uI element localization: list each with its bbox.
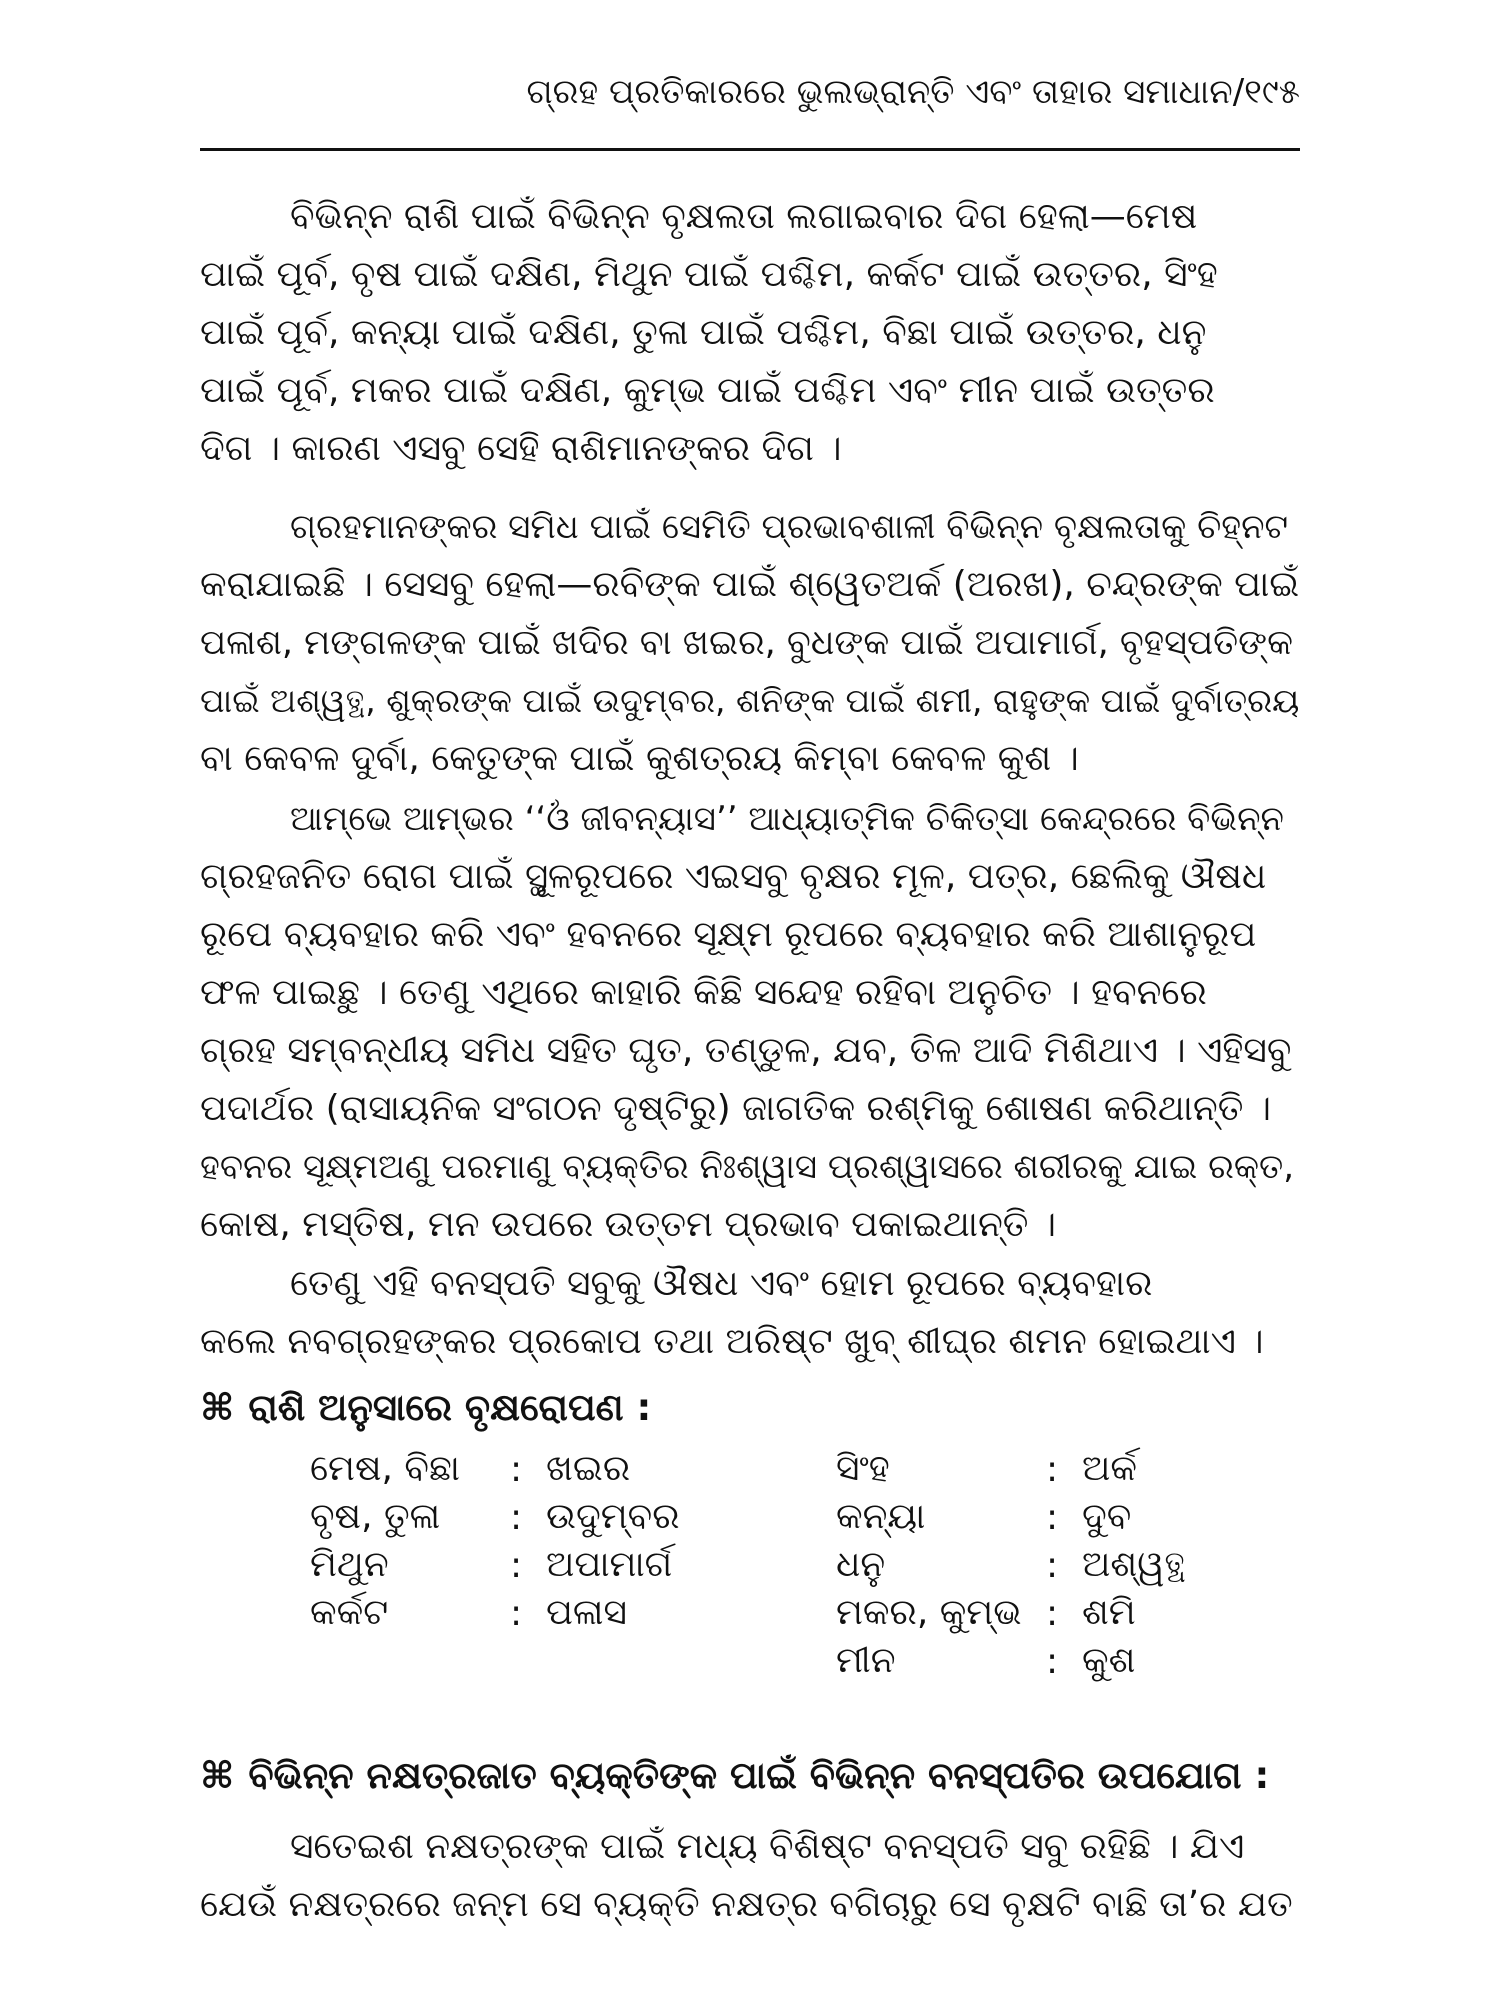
tree-name: ଉଦୁମ୍ବର	[546, 1496, 680, 1537]
rashi-name: ମକର, କୁମ୍ଭ	[836, 1592, 1022, 1633]
paragraph-conclusion	[200, 1255, 1300, 1371]
tree-name: ପଳାସ	[546, 1592, 627, 1633]
text-line: ହବନର ସୂକ୍ଷ୍ମଅଣୁ ପରମାଣୁ ବ୍ୟକ୍ତିର ନିଃଶ୍ୱାସ ପ୍ରଶ୍ୱାସରେ ଶରୀରକୁ ଯାଇ ରକ୍ତ,	[200, 1147, 1295, 1187]
colon: :	[510, 1448, 523, 1490]
table-row	[310, 1637, 1282, 1685]
colon-blank	[510, 1637, 546, 1685]
rashi-name: ବୃଷ, ତୁଳା	[310, 1496, 441, 1537]
bullet-icon: ⌘	[200, 1754, 235, 1797]
colon: :	[1046, 1496, 1059, 1538]
paragraph-nakshatra	[200, 1818, 1300, 1934]
text-line: ପାଇଁ ପୂର୍ବ, କନ୍ୟା ପାଇଁ ଦକ୍ଷିଣ, ତୁଳା ପାଇଁ ପଶ୍ଚିମ, ବିଛା ପାଇଁ ଉତ୍ତର, ଧନୁ	[200, 312, 1207, 353]
header-rule	[200, 148, 1300, 151]
section-heading-rashi	[200, 1380, 1300, 1436]
table-row	[310, 1589, 1282, 1637]
table-row	[310, 1445, 1282, 1493]
rashi-name: ସିଂହ	[836, 1448, 890, 1489]
text-line: ପାଇଁ ପୂର୍ବ, ବୃଷ ପାଇଁ ଦକ୍ଷିଣ, ମିଥୁନ ପାଇଁ ପଶ୍ଚିମ, କର୍କଟ ପାଇଁ ଉତ୍ତର, ସିଂହ	[200, 254, 1218, 295]
tree-name: ଦୁବ	[1082, 1496, 1132, 1537]
tree-name: ଶମି	[1082, 1592, 1136, 1633]
section-heading-text: ରାଶି ଅନୁସାରେ ବୃକ୍ଷରୋପଣ :	[248, 1386, 652, 1429]
rashi-name: ଧନୁ	[836, 1544, 886, 1585]
paragraph-graha-samidh	[200, 498, 1300, 788]
rashi-name	[310, 1637, 510, 1685]
text-line: ବିଭିନ୍ନ ରାଶି ପାଇଁ ବିଭିନ୍ନ ବୃକ୍ଷଲତା ଲଗାଇବାର ଦିଗ ହେଲା—ମେଷ	[290, 196, 1198, 237]
rashi-name: କନ୍ୟା	[836, 1496, 926, 1537]
paragraph-jeevanyas	[200, 790, 1300, 1254]
tree-name: ଅଶ୍ୱତ୍ଥ	[1082, 1544, 1186, 1585]
text-line: କଲେ ନବଗ୍ରହଙ୍କର ପ୍ରକୋପ ତଥା ଅରିଷ୍ଟ ଖୁବ୍ ଶୀଘ୍ର ଶମନ ହୋଇଥାଏ ।	[200, 1321, 1264, 1362]
text-line: ପଳାଶ, ମଙ୍ଗଳଙ୍କ ପାଇଁ ଖଦିର ବା ଖଇର, ବୁଧଙ୍କ ପାଇଁ ଅପାମାର୍ଗ, ବୃହସ୍ପତିଙ୍କ	[200, 623, 1293, 663]
colon: :	[1046, 1448, 1059, 1490]
colon: :	[510, 1544, 523, 1586]
text-line: ଗ୍ରହଜନିତ ରୋଗ ପାଇଁ ସ୍ଥୂଳରୂପରେ ଏଇସବୁ ବୃକ୍ଷର ମୂଳ, ପତ୍ର, ଛେଲିକୁ ଔଷଧ	[200, 856, 1267, 897]
colon: :	[1046, 1544, 1059, 1586]
rashi-tree-table	[310, 1445, 1282, 1685]
tree-name: ଅର୍କ	[1082, 1448, 1138, 1489]
section-heading-nakshatra	[200, 1748, 1300, 1804]
bullet-icon: ⌘	[200, 1386, 235, 1429]
colon: :	[1046, 1592, 1059, 1634]
tree-name: ଖଇର	[546, 1448, 631, 1489]
rashi-name: କର୍କଟ	[310, 1592, 389, 1633]
text-line: ତେଣୁ ଏହି ବନସ୍ପତି ସବୁକୁ ଔଷଧ ଏବଂ ହୋମ ରୂପରେ ବ୍ୟବହାର	[290, 1263, 1153, 1304]
text-line: ଯେଉଁ ନକ୍ଷତ୍ରରେ ଜନ୍ମ ସେ ବ୍ୟକ୍ତି ନକ୍ଷତ୍ର ବଗିଚାରୁ ସେ ବୃକ୍ଷଟି ବାଛି ତା’ର ଯତ	[200, 1884, 1293, 1925]
tree-name: କୁଶ	[1082, 1640, 1136, 1681]
colon: :	[510, 1592, 523, 1634]
running-header: ଗ୍ରହ ପ୍ରତିକାରରେ ଭୁଲଭ୍ରାନ୍ତି ଏବଂ ତାହାର ସମାଧାନ/୧୯୫	[526, 72, 1300, 112]
text-line: ବା କେବଳ ଦୁର୍ବା, କେତୁଙ୍କ ପାଇଁ କୁଶତ୍ରୟ କିମ୍ବା କେବଳ କୁଶ ।	[200, 738, 1079, 779]
section-heading-text: ବିଭିନ୍ନ ନକ୍ଷତ୍ରଜାତ ବ୍ୟକ୍ତିଙ୍କ ପାଇଁ ବିଭିନ୍ନ ବନସ୍ପତିର ଉପଯୋଗ :	[248, 1754, 1270, 1797]
paragraph-rashi-directions	[200, 188, 1300, 478]
text-line: କୋଷ, ମସ୍ତିଷ, ମନ ଉପରେ ଉତ୍ତମ ପ୍ରଭାବ ପକାଇଥାନ୍ତି ।	[200, 1204, 1057, 1245]
table-row	[310, 1493, 1282, 1541]
text-line: ଫଳ ପାଇଛୁ । ତେଣୁ ଏଥିରେ କାହାରି କିଛି ସନ୍ଦେହ ରହିବା ଅନୁଚିତ । ହବନରେ	[200, 972, 1207, 1013]
rashi-name: ମିଥୁନ	[310, 1544, 389, 1585]
table-row	[310, 1541, 1282, 1589]
tree-name: ଅପାମାର୍ଗ	[546, 1544, 673, 1585]
colon: :	[510, 1496, 523, 1538]
text-line: କରାଯାଇଛି । ସେସବୁ ହେଲା—ରବିଙ୍କ ପାଇଁ ଶ୍ୱେତଅର୍କ (ଅରଖ), ଚନ୍ଦ୍ରଙ୍କ ପାଇଁ	[200, 564, 1300, 605]
text-line: ଆମ୍ଭେ ଆମ୍ଭର ‘‘ଓଁ ଜୀବନ୍ୟାସ’’ ଆଧ୍ୟାତ୍ମିକ ଚିକିତ୍ସା କେନ୍ଦ୍ରରେ ବିଭିନ୍ନ	[290, 799, 1284, 839]
text-line: ପାଇଁ ଅଶ୍ୱତ୍ଥ, ଶୁକ୍ରଙ୍କ ପାଇଁ ଉଦୁମ୍ବର, ଶନିଙ୍କ ପାଇଁ ଶମୀ, ରାହୁଙ୍କ ପାଇଁ ଦୁର୍ବାତ୍ରୟ	[200, 681, 1300, 720]
text-line: ଦିଗ । କାରଣ ଏସବୁ ସେହି ରାଶିମାନଙ୍କର ଦିଗ ।	[200, 428, 842, 469]
rashi-name: ମେଷ, ବିଛା	[310, 1448, 461, 1489]
text-line: ରୂପେ ବ୍ୟବହାର କରି ଏବଂ ହବନରେ ସୂକ୍ଷ୍ମ ରୂପରେ ବ୍ୟବହାର କରି ଆଶାନୁରୂପ	[200, 914, 1257, 955]
text-line: ଗ୍ରହ ସମ୍ବନ୍ଧୀୟ ସମିଧ ସହିତ ଘୃତ, ତଣ୍ଡୁଳ, ଯବ, ତିଳ ଆଦି ମିଶିଥାଏ । ଏହିସବୁ	[200, 1030, 1292, 1071]
text-line: ପାଇଁ ପୂର୍ବ, ମକର ପାଇଁ ଦକ୍ଷିଣ, କୁମ୍ଭ ପାଇଁ ପଶ୍ଚିମ ଏବଂ ମୀନ ପାଇଁ ଉତ୍ତର	[200, 370, 1215, 411]
tree-name	[546, 1637, 836, 1685]
text-line: ଗ୍ରହମାନଙ୍କର ସମିଧ ପାଇଁ ସେମିତି ପ୍ରଭାବଶାଳୀ ବିଭିନ୍ନ ବୃକ୍ଷଲତାକୁ ଚିହ୍ନଟ	[290, 507, 1289, 547]
text-line: ସତେଇଶ ନକ୍ଷତ୍ରଙ୍କ ପାଇଁ ମଧ୍ୟ ବିଶିଷ୍ଟ ବନସ୍ପତି ସବୁ ରହିଛି । ଯିଏ	[290, 1826, 1245, 1867]
rashi-name: ମୀନ	[836, 1640, 896, 1681]
colon: :	[1046, 1640, 1059, 1682]
text-line: ପଦାର୍ଥର (ରାସାୟନିକ ସଂଗଠନ ଦୃଷ୍ଟିରୁ) ଜାଗତିକ ରଶ୍ମିକୁ ଶୋଷଣ କରିଥାନ୍ତି ।	[200, 1088, 1272, 1129]
